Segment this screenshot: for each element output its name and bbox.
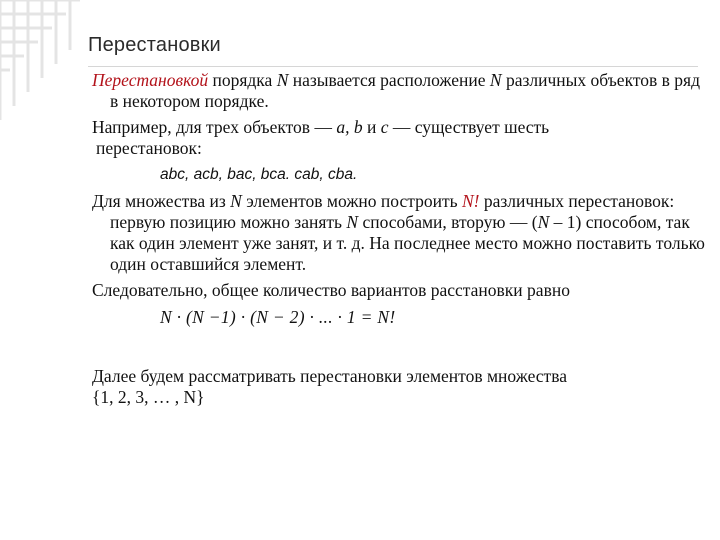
variable-N: N	[346, 212, 359, 232]
example-paragraph	[92, 117, 712, 138]
set-text: – 1) способом, так как один элемент уже занят, и т. д. На последнее место можно поставить только один оставшийся элемент.	[110, 212, 705, 274]
example-text: и	[362, 117, 381, 137]
slide-content	[92, 70, 712, 413]
set-text: Для множества из	[92, 191, 231, 211]
variable-N: N	[276, 70, 289, 90]
definition-text: называется расположение	[288, 70, 490, 90]
definition-paragraph	[92, 70, 712, 112]
example-text: Например, для трех объектов —	[92, 117, 337, 137]
example-continuation: перестановок:	[96, 138, 202, 158]
factorial-formula: N · (N −1) · (N − 2) · ... · 1 = N!	[160, 307, 396, 327]
corner-decoration	[0, 0, 80, 120]
further-paragraph: Далее будем рассматривать перестановки элементов множества	[92, 366, 567, 386]
page-title: Перестановки	[88, 34, 221, 56]
variable-N: N	[230, 191, 242, 211]
title-divider	[88, 66, 698, 67]
spacer	[92, 344, 712, 366]
set-paragraph	[92, 191, 712, 275]
definition-text: порядка	[208, 70, 277, 90]
factorial-highlight: N!	[461, 191, 480, 211]
variable-N: N	[489, 70, 502, 90]
set-text: способами, вторую — (	[358, 212, 538, 232]
variable-N: N	[537, 212, 550, 232]
set-text: элементов можно построить	[241, 191, 462, 211]
example-variables: a, b	[336, 117, 363, 137]
example-variable: c	[380, 117, 389, 137]
definition-text: различных объектов в ряд в некотором порядке.	[110, 70, 700, 111]
set-notation: {1, 2, 3, … , N}	[92, 387, 205, 407]
examples-list: abc, acb, bac, bca. cab, cba.	[160, 166, 358, 183]
definition-term: Перестановкой	[92, 70, 209, 90]
set-text: различных перестановок: первую позицию можно занять	[110, 191, 675, 232]
total-paragraph: Следовательно, общее количество вариантов расстановки равно	[92, 280, 570, 300]
example-text: — существует шесть	[388, 117, 550, 137]
